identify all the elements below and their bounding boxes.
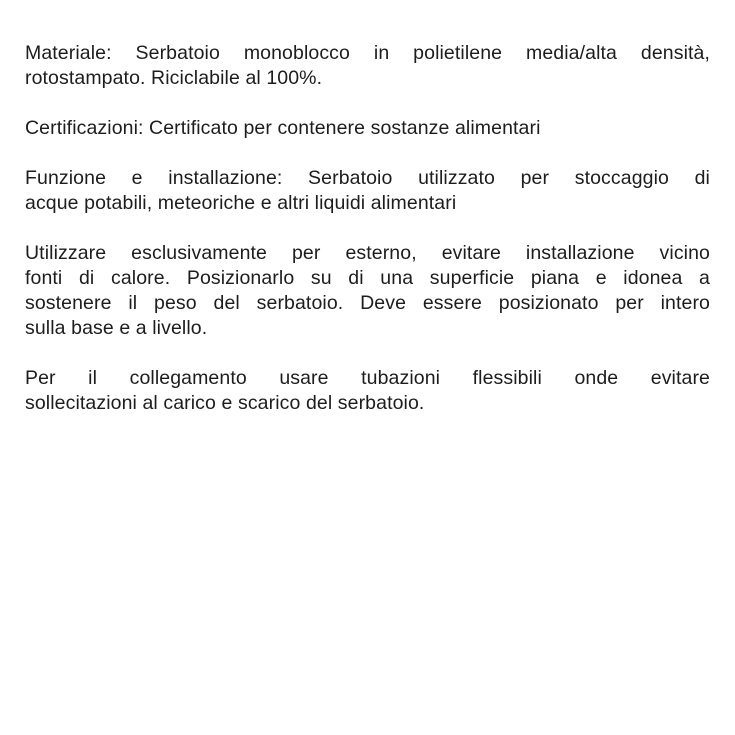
text-line: acque potabili, meteoriche e altri liquidi alimentari (25, 192, 457, 214)
text-line: sulla base e a livello. (25, 317, 208, 339)
text-line: Utilizzare esclusivamente per esterno, evitare installazione vicino (25, 242, 710, 264)
paragraph-certificazioni (25, 116, 710, 141)
text-line: sollecitazioni al carico e scarico del serbatoio. (25, 392, 425, 414)
paragraph-avvertenze-posizionamento (25, 241, 710, 341)
text-line: Funzione e installazione: Serbatoio utilizzato per stoccaggio di (25, 167, 710, 189)
text-line: Materiale: Serbatoio monoblocco in polietilene media/alta densità, (25, 42, 710, 64)
text-line: sostenere il peso del serbatoio. Deve essere posizionato per intero (25, 292, 710, 314)
paragraph-collegamento (25, 366, 710, 416)
text-line: rotostampato. Riciclabile al 100%. (25, 67, 323, 89)
text-line: Certificazioni: Certificato per contenere sostanze alimentari (25, 117, 541, 139)
text-line: Per il collegamento usare tubazioni flessibili onde evitare (25, 367, 710, 389)
paragraph-materiale (25, 41, 710, 91)
paragraph-funzione-installazione (25, 166, 710, 216)
text-line: fonti di calore. Posizionarlo su di una superficie piana e idonea a (25, 267, 710, 289)
